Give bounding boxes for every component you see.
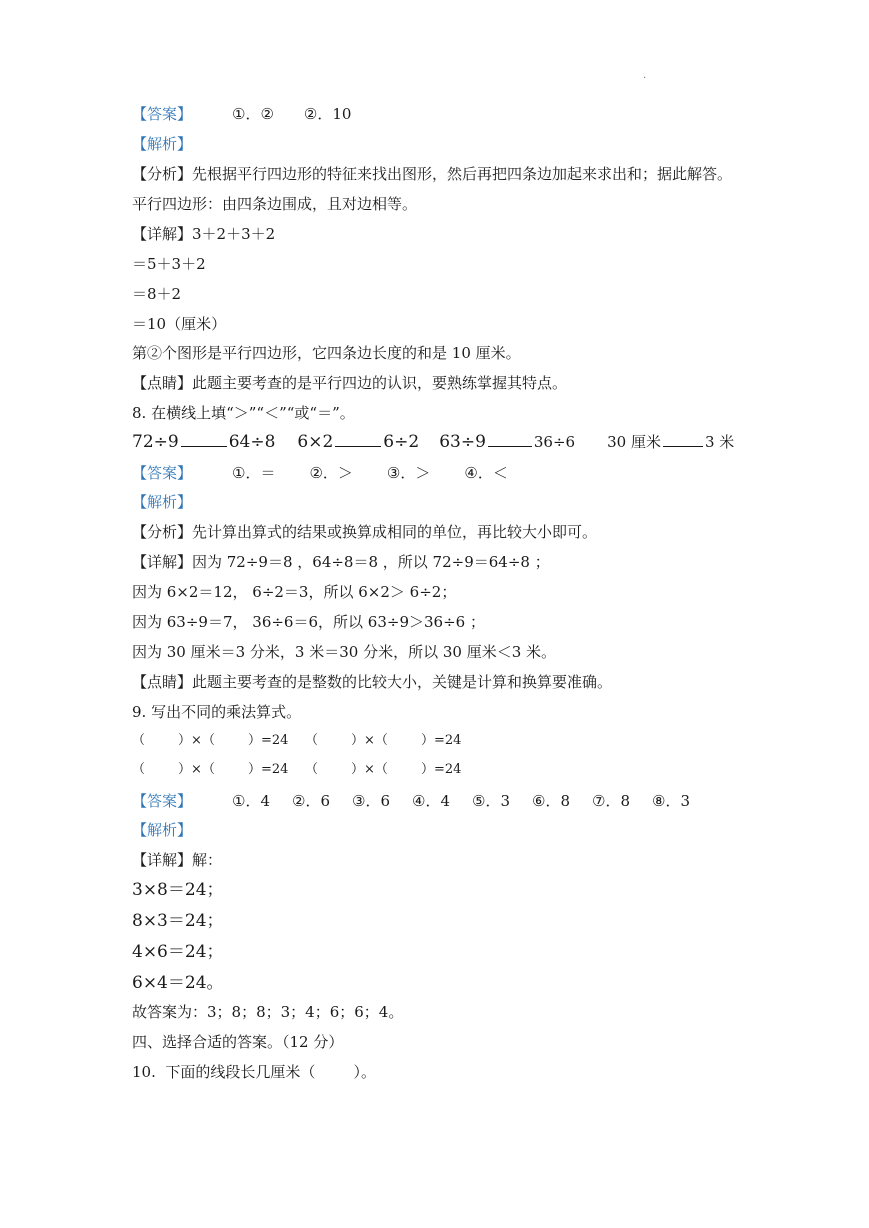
answer-item: ⑤．3 — [472, 792, 511, 810]
key-point-text: 【点睛】此题主要考查的是整数的比较大小，关键是计算和换算要准确。 — [132, 673, 613, 691]
expression: 36÷6 — [533, 433, 576, 451]
answer-blank[interactable] — [181, 432, 227, 447]
equation: 8×3＝24； — [132, 911, 224, 931]
answer-item: ③．6 — [352, 792, 391, 810]
answer-item: ②．＞ — [309, 464, 353, 482]
answer-item: ①．② — [232, 105, 274, 123]
q10-title: 10. 下面的线段长几厘米（ ）。 — [132, 1063, 377, 1081]
expression: 30 厘米 — [607, 433, 661, 451]
answer-tag: 【答案】 — [132, 105, 193, 123]
equation: 6×4＝24。 — [132, 973, 224, 993]
detail-line: 【详解】因为 72÷9＝8 ，64÷8＝8 ，所以 72÷9＝64÷8 ； — [132, 553, 550, 571]
answer-tag: 【答案】 — [132, 792, 193, 810]
analysis-tag: 【解析】 — [132, 135, 193, 153]
answer-item: ③．＞ — [386, 464, 431, 482]
expression: 72÷9 — [132, 432, 179, 452]
q9-blank-row: （ ）×（ ）=24 （ ）×（ ）=24 — [132, 733, 462, 748]
detail-line: 因为 63÷9＝7， 36÷6＝6，所以 63÷9＞36÷6 ； — [132, 613, 485, 631]
summary-text: 故答案为：3；8；8；3；4；6；6；4。 — [132, 1003, 404, 1021]
answer-blank[interactable] — [335, 432, 381, 447]
answer-blank[interactable] — [663, 432, 703, 447]
key-point-text: 【点睛】此题主要考查的是平行四边的认识，要熟练掌握其特点。 — [132, 374, 568, 392]
q9-title: 9. 写出不同的乘法算式。 — [132, 703, 302, 721]
section-title: 四、选择合适的答案。（12 分） — [132, 1033, 344, 1051]
q9-answer-line — [132, 791, 690, 811]
detail-line: 因为 30 厘米＝3 分米，3 米＝30 分米，所以 30 厘米＜3 米。 — [132, 643, 557, 661]
analysis-text: 【分析】先根据平行四边形的特征来找出图形，然后再把四条边加起来求出和；据此解答。 — [132, 165, 733, 183]
detail-line: ＝5＋3＋2 — [132, 255, 206, 273]
analysis-tag: 【解析】 — [132, 821, 193, 839]
equation: 4×6＝24； — [132, 942, 224, 962]
q8-title: 8. 在横线上填“＞”“＜”“或“＝”。 — [132, 404, 355, 422]
answer-blank[interactable] — [488, 432, 532, 447]
answer-item: ②．10 — [303, 105, 352, 123]
conclusion-text: 第②个图形是平行四边形，它四条边长度的和是 10 厘米。 — [132, 344, 521, 362]
detail-line: 因为 6×2＝12， 6÷2＝3，所以 6×2＞ 6÷2； — [132, 583, 457, 601]
q7-answer-line — [132, 104, 351, 124]
expression: 6÷2 — [383, 432, 420, 452]
answer-item: ⑦．8 — [592, 792, 631, 810]
analysis-text: 【分析】先计算出算式的结果或换算成相同的单位，再比较大小即可。 — [132, 523, 598, 541]
answer-tag: 【答案】 — [132, 464, 193, 482]
detail-line: ＝10（厘米） — [132, 315, 227, 333]
analysis-tag: 【解析】 — [132, 493, 193, 511]
expression: 6×2 — [297, 432, 334, 452]
detail-line: ＝8＋2 — [132, 285, 182, 303]
detail-line: 【详解】3＋2＋3＋2 — [132, 225, 276, 243]
answer-item: ①．4 — [232, 792, 271, 810]
definition-text: 平行四边形：由四条边围成，且对边相等。 — [132, 195, 418, 213]
expression: 63÷9 — [439, 432, 486, 452]
detail-line: 【详解】解： — [132, 851, 223, 869]
header-mark: . — [643, 70, 647, 81]
answer-item: ⑧．3 — [652, 792, 691, 810]
equation: 3×8＝24； — [132, 880, 224, 900]
expression: 64÷8 — [228, 432, 276, 452]
q8-comparison-row — [132, 432, 734, 452]
answer-item: ①．＝ — [232, 464, 276, 482]
q9-blank-row: （ ）×（ ）=24 （ ）×（ ）=24 — [132, 762, 462, 777]
answer-item: ⑥．8 — [532, 792, 571, 810]
answer-item: ④．＜ — [464, 464, 508, 482]
answer-item: ②．6 — [292, 792, 331, 810]
answer-item: ④．4 — [412, 792, 451, 810]
expression: 3 米 — [704, 433, 735, 451]
q8-answer-line — [132, 463, 508, 483]
